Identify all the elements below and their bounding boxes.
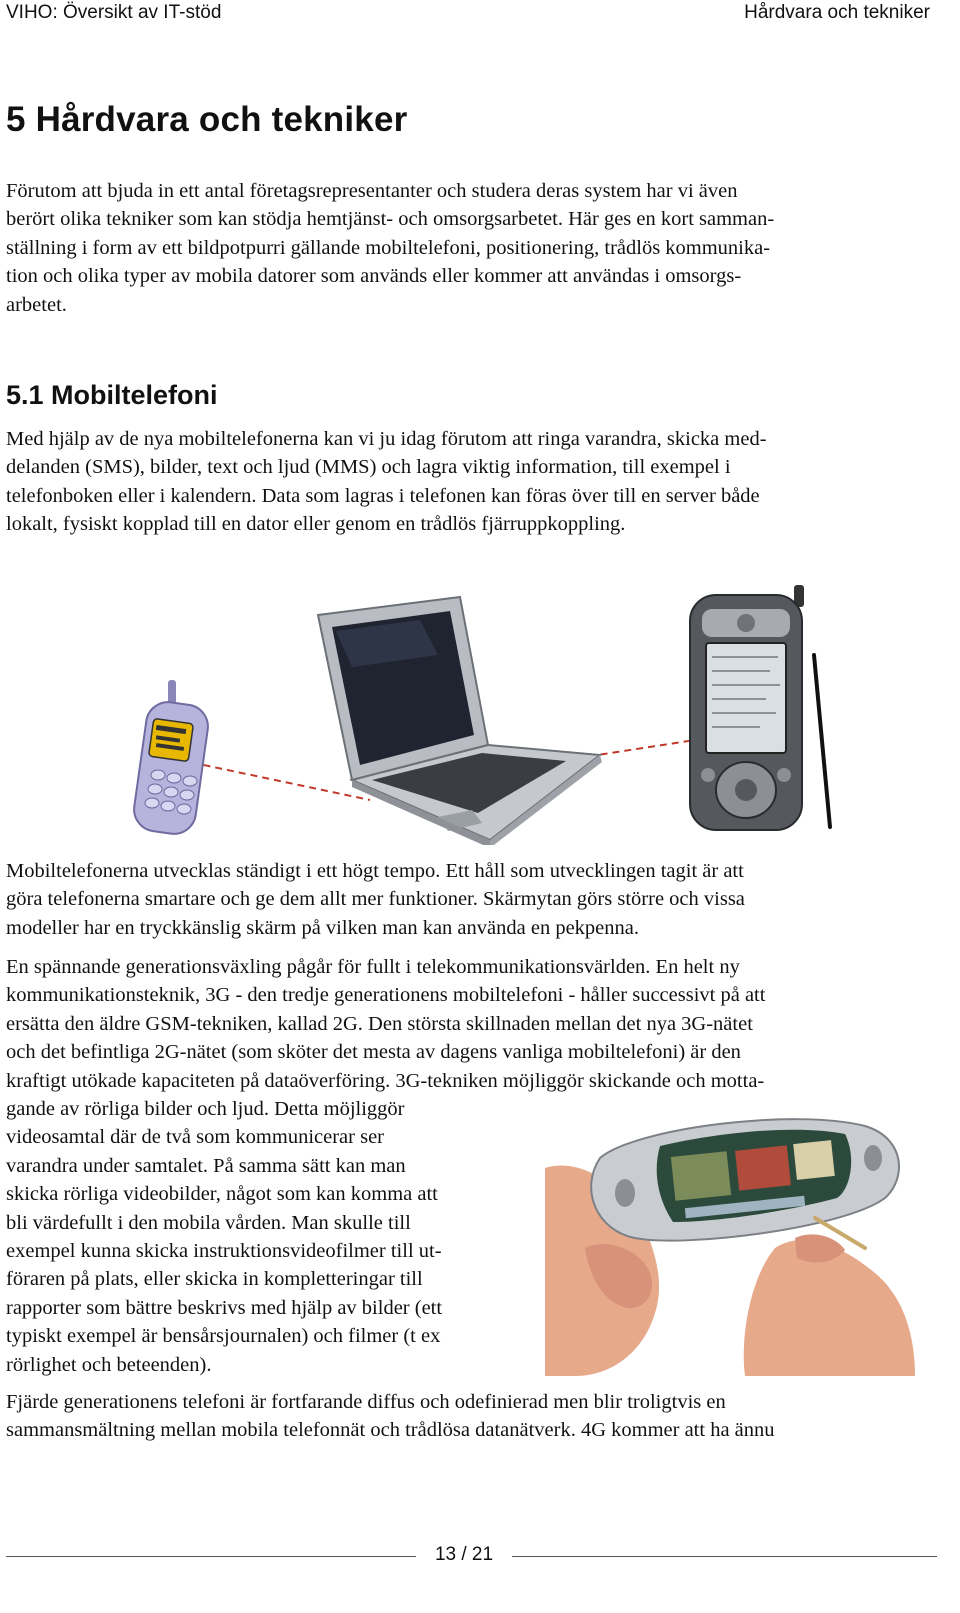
fourth-generation-paragraph (6, 1388, 936, 1445)
section-heading: 5.1 Mobiltelefoni (6, 380, 218, 410)
text-line: tion och olika typer av mobila datorer som används eller kommer att användas i omsorgs- (6, 265, 742, 288)
text-line: Förutom att bjuda in ett antal företagsrepresentanter och studera deras system har vi även (6, 180, 738, 202)
text-line: arbetet. (6, 293, 67, 316)
text-line: Mobiltelefonerna utvecklas ständigt i ett högt tempo. Ett håll som utvecklingen tagit är att (6, 860, 744, 882)
running-header (0, 0, 960, 28)
text-line: kraftigt utökade kapaciteten på dataöverföring. 3G-tekniken möjliggör skickande och motta- (6, 1069, 765, 1092)
generation-shift-paragraph-wrapped (6, 1095, 536, 1379)
smartphone-icon (690, 585, 830, 830)
feature-phone-icon (131, 680, 210, 837)
text-line: delanden (SMS), bilder, text och ljud (MMS) och lagra viktig information, till exempel i (6, 456, 731, 479)
text-line: bli värdefullt i den mobila vården. Man skulle till (6, 1211, 411, 1234)
text-line: telefonboken eller i kalendern. Data som lagras i telefonen kan föras över till en server både (6, 484, 760, 507)
header-document-title: VIHO: Översikt av IT-stöd (6, 2, 222, 23)
text-line: lokalt, fysiskt kopplad till en dator eller genom en trådlös fjärruppkoppling. (6, 513, 626, 536)
3g-device-in-hands-illustration (545, 1098, 915, 1376)
footer-rule-right (512, 1556, 937, 1557)
text-line: Fjärde generationens telefoni är fortfarande diffus och odefinierad men blir troligtvis en (6, 1391, 726, 1413)
chapter-heading: 5 Hårdvara och tekniker (6, 100, 408, 139)
text-line: modeller har en tryckkänslig skärm på vilken man kan använda en pekpenna. (6, 916, 639, 939)
text-line: gande av rörliga bilder och ljud. Detta möjliggör (6, 1098, 405, 1120)
text-line: Med hjälp av de nya mobiltelefonerna kan vi ju idag förutom att ringa varandra, skicka med- (6, 428, 767, 450)
text-line: göra telefonerna smartare och ge dem allt mer funktioner. Skärmytan görs större och vissa (6, 888, 745, 911)
text-line: varandra under samtalet. På samma sätt kan man (6, 1154, 406, 1177)
text-line: En spännande generationsväxling pågår för fullt i telekommunikationsvärlden. En helt ny (6, 956, 740, 978)
text-line: berört olika tekniker som kan stödja hemtjänst- och omsorgsarbetet. Här ges en kort samman- (6, 208, 775, 231)
text-line: skicka rörliga videobilder, något som kan komma att (6, 1183, 438, 1206)
header-chapter-title: Hårdvara och tekniker (744, 2, 930, 23)
footer-rule-left (6, 1556, 416, 1557)
text-line: kommunikationsteknik, 3G - den tredje generationens mobiltelefoni - håller successivt på att (6, 984, 766, 1007)
generation-shift-paragraph (6, 953, 936, 1095)
devices-illustration (120, 575, 850, 845)
text-line: ersätta den äldre GSM-tekniken, kallad 2G. Den största skillnaden mellan det nya 3G-nätet (6, 1012, 753, 1035)
text-line: ställning i form av ett bildpotpurri gällande mobiltelefoni, positionering, trådlös kommunika- (6, 236, 771, 259)
text-line: rapporter som bättre beskrivs med hjälp av bilder (ett (6, 1296, 443, 1319)
text-line: videosamtal där de två som kommunicerar ser (6, 1126, 384, 1149)
phone-development-paragraph (6, 857, 936, 942)
text-line: rörlighet och beteenden). (6, 1353, 212, 1376)
text-line: och det befintliga 2G-nätet (som sköter det mesta av dagens vanliga mobiltelefoni) är den (6, 1041, 741, 1064)
laptop-icon (318, 597, 602, 845)
text-line: föraren på plats, eller skicka in kompletteringar till (6, 1268, 423, 1291)
text-line: exempel kunna skicka instruktionsvideofilmer till ut- (6, 1240, 442, 1263)
intro-paragraph (6, 177, 936, 319)
text-line: typiskt exempel är bensårsjournalen) och filmer (t ex (6, 1325, 441, 1348)
page-number: 13 / 21 (434, 1544, 494, 1565)
text-line: sammansmältning mellan mobila telefonnät och trådlösa datanätverk. 4G kommer att ha ännu (6, 1419, 775, 1442)
mobile-features-paragraph (6, 425, 936, 539)
